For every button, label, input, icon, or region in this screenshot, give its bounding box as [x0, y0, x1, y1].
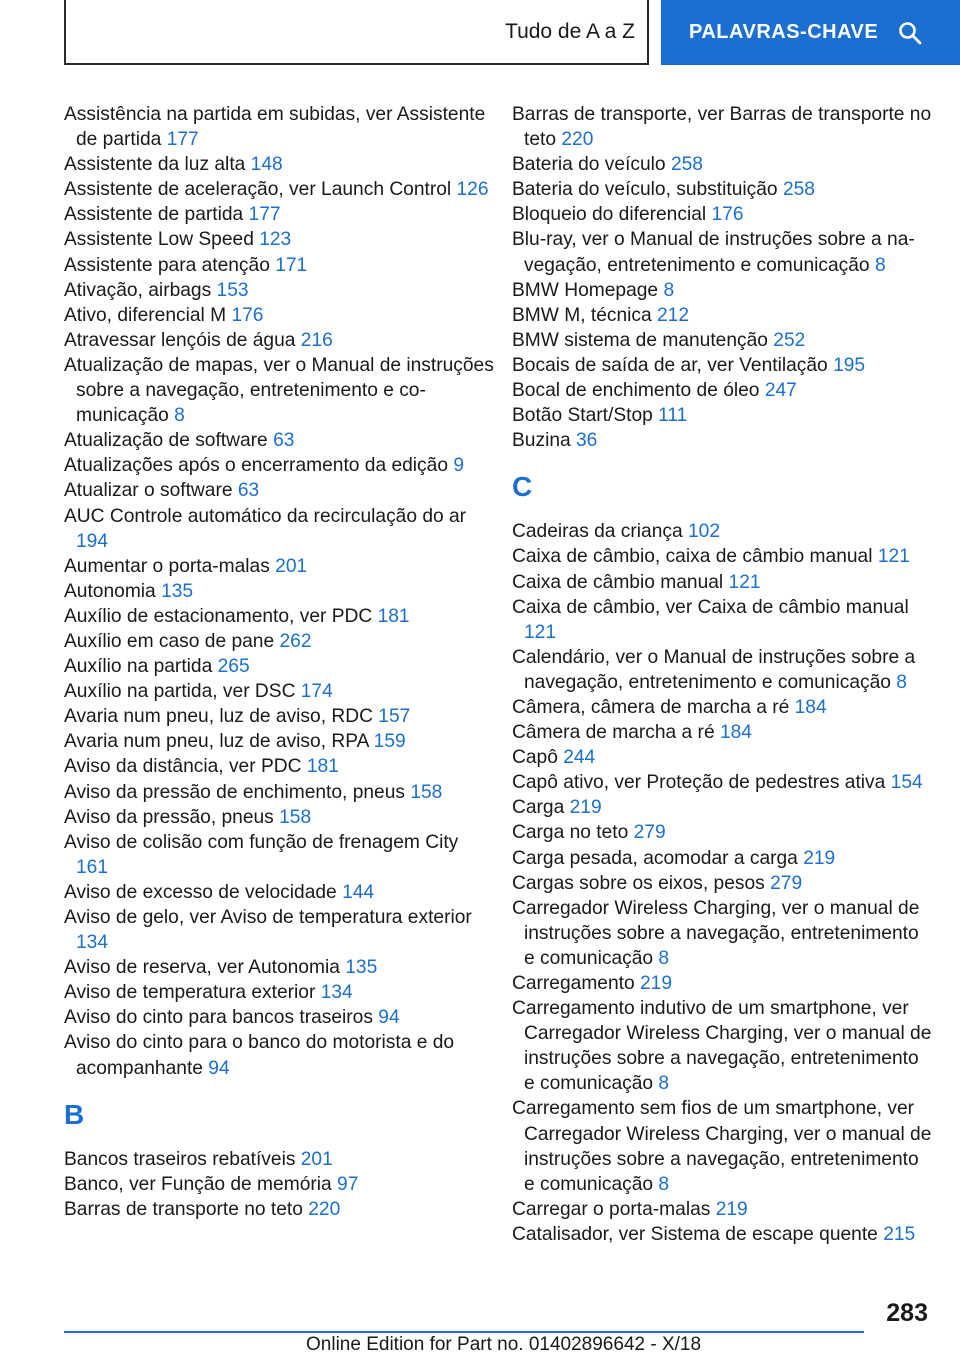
- index-entry: [512, 795, 932, 820]
- page-reference-link[interactable]: 144: [342, 881, 375, 903]
- page-reference-link[interactable]: 244: [563, 747, 596, 769]
- page-reference-link[interactable]: 94: [208, 1057, 230, 1079]
- page-reference-link[interactable]: 121: [524, 621, 557, 643]
- index-entry: [512, 227, 932, 277]
- page-reference-link[interactable]: 158: [410, 781, 443, 803]
- index-entry: [512, 1096, 932, 1196]
- page-reference-link[interactable]: 36: [576, 430, 598, 452]
- search-icon: [898, 21, 922, 45]
- page-reference-link[interactable]: 126: [456, 179, 489, 201]
- index-entry: [512, 570, 932, 595]
- index-entry-text: Atualizar o software: [64, 480, 233, 502]
- index-entry-text: Auxílio em caso de pane: [64, 630, 275, 652]
- page-reference-link[interactable]: 8: [658, 1173, 670, 1195]
- index-entry: [64, 1147, 494, 1172]
- index-entry: [64, 604, 494, 629]
- page-reference-link[interactable]: 8: [658, 1073, 670, 1095]
- page-reference-link[interactable]: 63: [237, 480, 260, 502]
- index-entry-text: Câmera de marcha a ré: [512, 722, 715, 744]
- index-entry-text: Aviso de colisão com função de frenagem City: [64, 831, 459, 853]
- page-reference-link[interactable]: 201: [275, 555, 308, 577]
- index-entry-text: Assistente Low Speed: [64, 229, 254, 251]
- page-reference-link[interactable]: 121: [728, 571, 761, 593]
- index-entry-text: Atualização de software: [64, 430, 268, 452]
- index-entry: [64, 830, 494, 880]
- index-entry-text: Carga no teto: [512, 822, 629, 844]
- page-reference-link[interactable]: 265: [217, 656, 250, 678]
- index-entry: [512, 544, 932, 569]
- index-entry-text: Auxílio de estacionamento, ver PDC: [64, 605, 373, 627]
- index-entry-text: Assistente de partida: [64, 204, 244, 226]
- section-letter-b: B: [64, 1098, 85, 1130]
- index-entry: [64, 253, 494, 278]
- index-entry-text: Bloqueio do diferencial: [512, 204, 707, 226]
- page-reference-link[interactable]: 161: [76, 856, 109, 878]
- page-reference-link[interactable]: 158: [279, 806, 312, 828]
- index-entry: [512, 695, 932, 720]
- index-entry-text: Banco, ver Função de memória: [64, 1173, 332, 1195]
- index-entry-text: AUC Controle automático da recirculação do ar: [64, 505, 467, 527]
- tab-label: Tudo de A a Z: [505, 19, 635, 43]
- page-reference-link[interactable]: 121: [877, 546, 910, 568]
- page-reference-link[interactable]: 154: [890, 772, 923, 794]
- page-reference-link[interactable]: 258: [782, 179, 815, 201]
- index-entry-text: Carga pesada, acomodar a carga: [512, 847, 798, 869]
- index-entry: [512, 177, 932, 202]
- index-entry-text: Câmera, câmera de marcha a ré: [512, 696, 790, 718]
- index-entry-text: Barras de transporte no teto: [64, 1198, 303, 1220]
- index-entry-text: Botão Start/Stop: [512, 405, 653, 427]
- index-entry: [64, 152, 494, 177]
- index-entry-text: Aviso da pressão, pneus: [64, 806, 274, 828]
- index-entry: [64, 428, 494, 453]
- index-entry-text: Barras de transporte, ver Barras de transporte no teto: [512, 104, 932, 151]
- page-reference-link[interactable]: 219: [640, 973, 673, 994]
- index-entry: [512, 595, 932, 645]
- index-entry: [64, 579, 494, 604]
- index-entry-text: Auxílio na partida, ver DSC: [64, 681, 296, 703]
- index-entry: [512, 519, 932, 544]
- index-entry: [64, 955, 494, 980]
- index-entry-text: Aumentar o porta-malas: [64, 555, 270, 577]
- index-entry: [512, 770, 932, 795]
- section-letter-c: C: [512, 471, 533, 503]
- index-entry-text: Catalisador, ver Sistema de escape quente: [512, 1223, 878, 1245]
- page-reference-link[interactable]: 134: [76, 932, 109, 954]
- page-reference-link[interactable]: 8: [658, 947, 670, 969]
- index-entry-text: Blu-ray, ver o Manual de instruções sobre a navegação, entretenimento e comunicação: [512, 229, 915, 276]
- index-entry-text: Bateria do veículo: [512, 154, 666, 176]
- index-entry: [64, 227, 494, 252]
- index-entry-text: Aviso de temperatura exterior: [64, 982, 316, 1004]
- index-entry: [64, 504, 494, 554]
- index-entry: [512, 645, 932, 695]
- page-reference-link[interactable]: 212: [657, 304, 690, 326]
- index-entry-text: Carga: [512, 797, 565, 819]
- index-entry-text: Carregamento sem fios de um smartphone, ver Carregador Wireless Charging, ver o manual de instruções sobre a navegação, entretenimento e comunicação: [512, 1098, 932, 1195]
- page-reference-link[interactable]: 8: [174, 405, 185, 427]
- page-reference-link[interactable]: 134: [320, 982, 353, 1004]
- index-entry: [64, 905, 494, 955]
- page-reference-link[interactable]: 220: [561, 129, 594, 151]
- page-reference-link[interactable]: 215: [883, 1223, 916, 1245]
- page-reference-link[interactable]: 279: [633, 822, 666, 844]
- index-entry: [64, 303, 494, 328]
- page-reference-link[interactable]: 102: [688, 521, 721, 543]
- index-entry-text: Caixa de câmbio, ver Caixa de câmbio manual: [512, 596, 909, 618]
- index-list-a: [64, 102, 494, 1081]
- index-entry-text: Caixa de câmbio, caixa de câmbio manual: [512, 546, 873, 568]
- page-number: 283: [886, 1299, 928, 1327]
- page-reference-link[interactable]: 220: [308, 1198, 341, 1220]
- index-entry: [512, 996, 932, 1096]
- page-reference-link[interactable]: 181: [377, 605, 410, 627]
- index-entry: [512, 1222, 932, 1247]
- index-entry-text: Aviso do cinto para bancos traseiros: [64, 1007, 373, 1029]
- index-entry-text: Carregamento: [512, 973, 635, 994]
- index-entry-text: Assistente de aceleração, ver Launch Control: [64, 179, 452, 201]
- index-entry: [64, 177, 494, 202]
- page-reference-link[interactable]: 8: [896, 671, 907, 693]
- index-entry-text: Bocal de enchimento de óleo: [512, 380, 760, 402]
- tab-tudo-de-a-a-z[interactable]: [64, 0, 649, 65]
- index-entry: [64, 880, 494, 905]
- page-reference-link[interactable]: 184: [794, 696, 827, 718]
- index-entry-text: Assistente para atenção: [64, 254, 270, 276]
- index-column-right: [512, 102, 932, 1247]
- index-entry-text: Aviso de gelo, ver Aviso de temperatura exterior: [64, 907, 472, 928]
- index-entry-text: Bancos traseiros rebatíveis: [64, 1148, 296, 1170]
- page-reference-link[interactable]: 148: [250, 154, 283, 176]
- page-reference-link[interactable]: 157: [378, 706, 411, 728]
- page-reference-link[interactable]: 201: [300, 1148, 333, 1170]
- index-entry-text: Carregador Wireless Charging, ver o manual de instruções sobre a navegação, entretenimento e comunicação: [512, 897, 920, 969]
- page-reference-link[interactable]: 216: [300, 329, 333, 351]
- index-entry-text: BMW sistema de manutenção: [512, 329, 768, 351]
- index-column-left: [64, 102, 494, 1222]
- index-entry: [64, 704, 494, 729]
- index-entry-text: Auxílio na partida: [64, 656, 213, 678]
- index-entry-text: Bocais de saída de ar, ver Ventilação: [512, 354, 828, 376]
- index-entry: [64, 1005, 494, 1030]
- index-entry: [512, 202, 932, 227]
- index-entry: [64, 278, 494, 303]
- page-reference-link[interactable]: 135: [345, 957, 378, 979]
- index-list-c: [512, 519, 932, 1247]
- index-entry: [512, 102, 932, 152]
- index-entry-text: Ativação, airbags: [64, 279, 212, 301]
- index-entry: [64, 102, 494, 152]
- index-entry: [512, 353, 932, 378]
- page-reference-link[interactable]: 262: [279, 630, 312, 652]
- index-entry: [512, 378, 932, 403]
- page-reference-link[interactable]: 153: [216, 279, 249, 301]
- index-entry: [64, 980, 494, 1005]
- index-entry: [64, 328, 494, 353]
- index-entry: [512, 820, 932, 845]
- index-entry-text: Cargas sobre os eixos, pesos: [512, 872, 765, 894]
- index-entry: [64, 754, 494, 779]
- index-entry-text: Aviso de reserva, ver Autonomia: [64, 957, 340, 979]
- index-entry: [64, 202, 494, 227]
- keywords-button[interactable]: [661, 0, 960, 65]
- index-entry-text: BMW M, técnica: [512, 304, 652, 326]
- index-entry: [512, 720, 932, 745]
- index-entry-text: Atualizações após o encerramento da edição: [64, 455, 448, 477]
- index-entry-text: Bateria do veículo, substituição: [512, 179, 778, 201]
- index-entry: [64, 629, 494, 654]
- page-reference-link[interactable]: 219: [569, 797, 602, 819]
- index-entry-text: Atravessar lençóis de água: [64, 329, 296, 351]
- index-entry-text: Aviso do cinto para o banco do motorista e do acompanhante: [64, 1032, 455, 1079]
- index-entry-text: Avaria num pneu, luz de aviso, RPA: [64, 731, 369, 753]
- page-reference-link[interactable]: 171: [275, 254, 308, 276]
- page-reference-link[interactable]: 258: [670, 154, 703, 176]
- index-entry: [64, 1030, 494, 1080]
- index-entry: [512, 328, 932, 353]
- index-entry: [512, 428, 932, 453]
- index-entry-text: Aviso de excesso de velocidade: [64, 881, 337, 903]
- page-reference-link[interactable]: 8: [874, 254, 886, 276]
- page-reference-link[interactable]: 247: [764, 380, 797, 402]
- index-entry-text: Ativo, diferencial M: [64, 304, 227, 326]
- index-entry: [64, 554, 494, 579]
- index-list-b: [64, 1147, 494, 1222]
- page-reference-link[interactable]: 63: [273, 430, 295, 452]
- index-list-b-continued: [512, 102, 932, 453]
- index-entry: [512, 403, 932, 428]
- index-entry-text: Assistência na partida em subidas, ver Assistente de partida: [64, 104, 486, 151]
- page-reference-link[interactable]: 8: [663, 279, 675, 301]
- index-entry: [64, 654, 494, 679]
- index-entry-text: Avaria num pneu, luz de aviso, RDC: [64, 706, 373, 728]
- page-reference-link[interactable]: 279: [770, 872, 803, 894]
- index-entry: [64, 453, 494, 478]
- index-entry: [64, 679, 494, 704]
- index-entry: [64, 478, 494, 503]
- index-entry-text: Autonomia: [64, 580, 156, 602]
- index-entry: [512, 1197, 932, 1222]
- page-reference-link[interactable]: 219: [715, 1198, 748, 1220]
- page-reference-link[interactable]: 176: [711, 204, 744, 226]
- index-entry: [512, 846, 932, 871]
- index-entry: [64, 805, 494, 830]
- index-entry: [512, 745, 932, 770]
- page-reference-link[interactable]: 195: [833, 354, 866, 376]
- page-reference-link[interactable]: 194: [76, 530, 109, 552]
- index-entry-text: Carregar o porta-malas: [512, 1198, 711, 1220]
- index-entry: [64, 780, 494, 805]
- index-entry-text: Buzina: [512, 430, 571, 452]
- index-entry-text: Atualização de mapas, ver o Manual de instruções sobre a navegação, entretenimento e comunicação: [64, 354, 494, 427]
- page-reference-link[interactable]: 177: [166, 129, 199, 151]
- page-reference-link[interactable]: 184: [719, 722, 752, 744]
- index-entry: [64, 353, 494, 428]
- index-entry-text: Capô ativo, ver Proteção de pedestres ativa: [512, 772, 886, 794]
- index-entry-text: Assistente da luz alta: [64, 154, 246, 176]
- index-entry-text: BMW Homepage: [512, 279, 659, 301]
- index-entry: [512, 896, 932, 971]
- index-entry-text: Cadeiras da criança: [512, 521, 683, 543]
- page-reference-link[interactable]: 174: [300, 681, 333, 703]
- edition-footer: Online Edition for Part no. 01402896642 - X/18: [306, 1334, 702, 1355]
- index-entry: [512, 971, 932, 996]
- page-reference-link[interactable]: 219: [803, 847, 836, 869]
- index-entry-text: Aviso da pressão de enchimento, pneus: [64, 781, 405, 803]
- page-reference-link[interactable]: 111: [658, 405, 688, 427]
- index-entry: [512, 152, 932, 177]
- index-entry-text: Carregamento indutivo de um smartphone, ver Carregador Wireless Charging, ver o manual de instruções sobre a navegação, entretenimento e comunicação: [512, 998, 932, 1095]
- index-entry: [512, 303, 932, 328]
- page-reference-link[interactable]: 177: [248, 204, 281, 226]
- index-entry: [64, 729, 494, 754]
- index-entry-text: Caixa de câmbio manual: [512, 571, 724, 593]
- keywords-label: PALAVRAS-CHAVE: [689, 21, 879, 43]
- index-entry: [64, 1172, 494, 1197]
- page-reference-link[interactable]: 252: [773, 329, 806, 351]
- index-entry-text: Calendário, ver o Manual de instruções sobre a navegação, entretenimento e comunicação: [512, 646, 916, 693]
- page-reference-link[interactable]: 94: [378, 1007, 400, 1029]
- index-entry-text: Capô: [512, 747, 558, 769]
- index-entry: [512, 278, 932, 303]
- page-reference-link[interactable]: 181: [306, 756, 339, 778]
- page-reference-link[interactable]: 159: [373, 731, 406, 753]
- page-reference-link[interactable]: 97: [337, 1173, 359, 1195]
- page-reference-link[interactable]: 9: [453, 455, 465, 477]
- page-reference-link[interactable]: 123: [259, 229, 292, 251]
- index-entry-text: Aviso da distância, ver PDC: [64, 756, 302, 778]
- page-reference-link[interactable]: 176: [231, 304, 264, 326]
- index-entry: [512, 871, 932, 896]
- footer-divider: [64, 1331, 864, 1333]
- page-reference-link[interactable]: 135: [161, 580, 194, 602]
- index-entry: [64, 1197, 494, 1222]
